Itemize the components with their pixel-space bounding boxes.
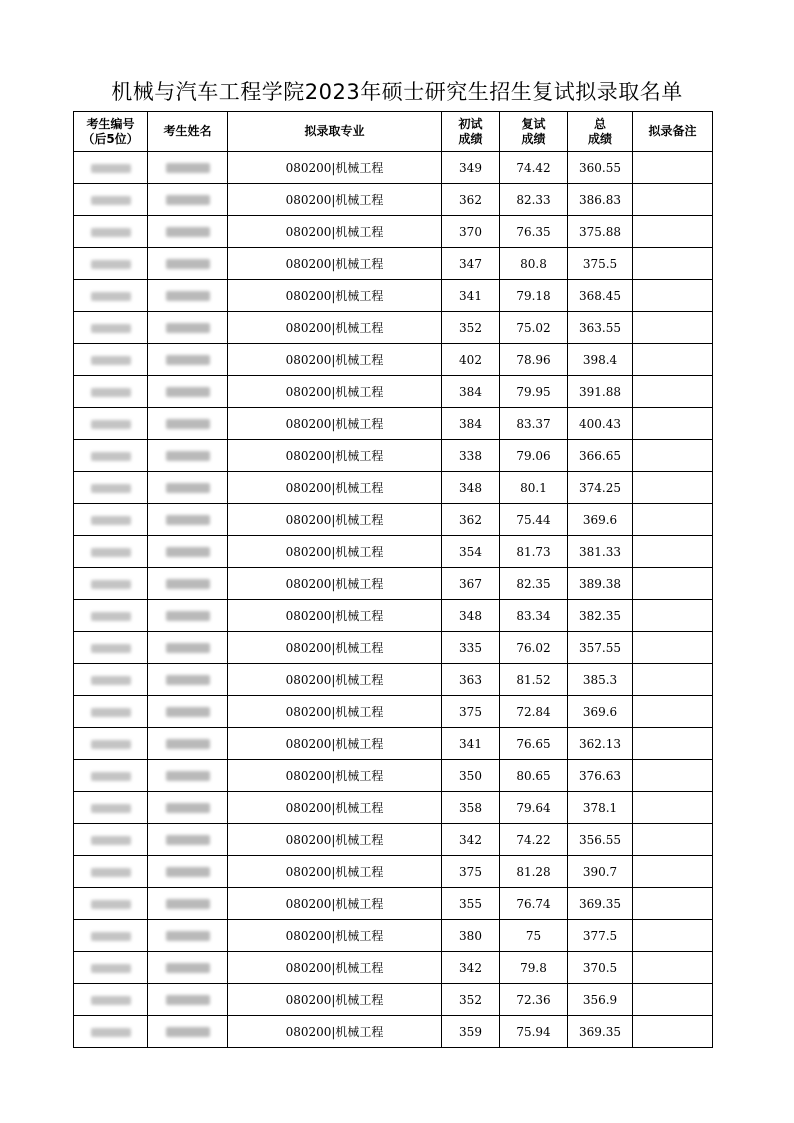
cell-candidate-name xyxy=(148,152,228,184)
redacted-mark xyxy=(91,484,131,493)
cell-initial-score: 354 xyxy=(442,536,500,568)
cell-total-score: 370.5 xyxy=(568,952,633,984)
cell-major: 080200|机械工程 xyxy=(228,440,442,472)
cell-initial-score: 380 xyxy=(442,920,500,952)
redacted-mark xyxy=(91,1028,131,1037)
cell-candidate-name xyxy=(148,504,228,536)
redacted-mark xyxy=(91,580,131,589)
cell-major: 080200|机械工程 xyxy=(228,696,442,728)
table-row xyxy=(74,888,713,920)
redacted-mark xyxy=(166,259,210,269)
redacted-mark xyxy=(91,452,131,461)
table-row xyxy=(74,952,713,984)
cell-retest-score: 76.65 xyxy=(500,728,568,760)
cell-candidate-name xyxy=(148,376,228,408)
cell-total-score: 363.55 xyxy=(568,312,633,344)
table-row xyxy=(74,312,713,344)
cell-initial-score: 359 xyxy=(442,1016,500,1048)
cell-initial-score: 367 xyxy=(442,568,500,600)
cell-total-score: 356.9 xyxy=(568,984,633,1016)
cell-initial-score: 352 xyxy=(442,312,500,344)
cell-retest-score: 79.95 xyxy=(500,376,568,408)
redacted-mark xyxy=(166,707,210,717)
cell-candidate-name xyxy=(148,920,228,952)
cell-retest-score: 81.28 xyxy=(500,856,568,888)
cell-total-score: 369.35 xyxy=(568,1016,633,1048)
cell-note xyxy=(633,568,713,600)
cell-major: 080200|机械工程 xyxy=(228,152,442,184)
cell-candidate-id xyxy=(74,344,148,376)
cell-note xyxy=(633,504,713,536)
cell-candidate-id xyxy=(74,824,148,856)
cell-note xyxy=(633,536,713,568)
table-row xyxy=(74,248,713,280)
redacted-mark xyxy=(91,804,131,813)
cell-major: 080200|机械工程 xyxy=(228,376,442,408)
cell-candidate-name xyxy=(148,664,228,696)
header-retest-score xyxy=(500,112,568,152)
cell-major: 080200|机械工程 xyxy=(228,664,442,696)
cell-retest-score: 80.1 xyxy=(500,472,568,504)
cell-major: 080200|机械工程 xyxy=(228,312,442,344)
redacted-mark xyxy=(166,323,210,333)
redacted-mark xyxy=(91,996,131,1005)
cell-initial-score: 348 xyxy=(442,600,500,632)
redacted-mark xyxy=(91,932,131,941)
cell-total-score: 377.5 xyxy=(568,920,633,952)
cell-note xyxy=(633,824,713,856)
cell-major: 080200|机械工程 xyxy=(228,408,442,440)
cell-note xyxy=(633,376,713,408)
cell-total-score: 378.1 xyxy=(568,792,633,824)
cell-candidate-name xyxy=(148,536,228,568)
redacted-mark xyxy=(91,420,131,429)
cell-initial-score: 363 xyxy=(442,664,500,696)
cell-note xyxy=(633,856,713,888)
cell-major: 080200|机械工程 xyxy=(228,760,442,792)
table-row xyxy=(74,792,713,824)
cell-candidate-id xyxy=(74,216,148,248)
cell-candidate-id xyxy=(74,376,148,408)
table-row xyxy=(74,216,713,248)
cell-candidate-id xyxy=(74,1016,148,1048)
cell-note xyxy=(633,728,713,760)
header-initial-line1: 初试 xyxy=(458,116,483,131)
cell-candidate-id xyxy=(74,920,148,952)
cell-major: 080200|机械工程 xyxy=(228,920,442,952)
cell-initial-score: 338 xyxy=(442,440,500,472)
cell-note xyxy=(633,792,713,824)
cell-retest-score: 75.94 xyxy=(500,1016,568,1048)
cell-initial-score: 370 xyxy=(442,216,500,248)
redacted-mark xyxy=(91,868,131,877)
header-note: 拟录备注 xyxy=(633,112,713,152)
cell-major: 080200|机械工程 xyxy=(228,280,442,312)
cell-retest-score: 76.35 xyxy=(500,216,568,248)
cell-candidate-name xyxy=(148,344,228,376)
cell-candidate-name xyxy=(148,632,228,664)
cell-candidate-name xyxy=(148,952,228,984)
redacted-mark xyxy=(166,739,210,749)
cell-candidate-id xyxy=(74,184,148,216)
cell-total-score: 362.13 xyxy=(568,728,633,760)
cell-initial-score: 355 xyxy=(442,888,500,920)
cell-major: 080200|机械工程 xyxy=(228,216,442,248)
cell-major: 080200|机械工程 xyxy=(228,728,442,760)
cell-retest-score: 75 xyxy=(500,920,568,952)
cell-total-score: 391.88 xyxy=(568,376,633,408)
cell-candidate-id xyxy=(74,568,148,600)
cell-total-score: 385.3 xyxy=(568,664,633,696)
cell-candidate-name xyxy=(148,440,228,472)
table-row xyxy=(74,440,713,472)
cell-total-score: 389.38 xyxy=(568,568,633,600)
cell-retest-score: 81.52 xyxy=(500,664,568,696)
cell-total-score: 369.6 xyxy=(568,696,633,728)
cell-candidate-id xyxy=(74,536,148,568)
cell-candidate-name xyxy=(148,728,228,760)
cell-major: 080200|机械工程 xyxy=(228,504,442,536)
table-row xyxy=(74,760,713,792)
cell-initial-score: 352 xyxy=(442,984,500,1016)
cell-retest-score: 83.34 xyxy=(500,600,568,632)
cell-retest-score: 74.42 xyxy=(500,152,568,184)
cell-candidate-id xyxy=(74,760,148,792)
cell-candidate-name xyxy=(148,472,228,504)
cell-candidate-id xyxy=(74,152,148,184)
redacted-mark xyxy=(166,835,210,845)
redacted-mark xyxy=(166,163,210,173)
table-row xyxy=(74,408,713,440)
cell-total-score: 375.88 xyxy=(568,216,633,248)
cell-total-score: 369.35 xyxy=(568,888,633,920)
cell-major: 080200|机械工程 xyxy=(228,824,442,856)
cell-candidate-id xyxy=(74,632,148,664)
cell-retest-score: 74.22 xyxy=(500,824,568,856)
cell-major: 080200|机械工程 xyxy=(228,984,442,1016)
cell-note xyxy=(633,408,713,440)
cell-initial-score: 341 xyxy=(442,280,500,312)
cell-major: 080200|机械工程 xyxy=(228,472,442,504)
cell-major: 080200|机械工程 xyxy=(228,856,442,888)
header-candidate-name: 考生姓名 xyxy=(148,112,228,152)
cell-total-score: 381.33 xyxy=(568,536,633,568)
table-row xyxy=(74,184,713,216)
cell-retest-score: 82.33 xyxy=(500,184,568,216)
cell-candidate-name xyxy=(148,184,228,216)
cell-total-score: 369.6 xyxy=(568,504,633,536)
cell-candidate-name xyxy=(148,696,228,728)
cell-candidate-name xyxy=(148,824,228,856)
header-initial-score xyxy=(442,112,500,152)
cell-initial-score: 384 xyxy=(442,408,500,440)
table-body xyxy=(74,152,713,1048)
redacted-mark xyxy=(166,451,210,461)
cell-candidate-name xyxy=(148,248,228,280)
cell-candidate-name xyxy=(148,888,228,920)
redacted-mark xyxy=(166,547,210,557)
cell-total-score: 386.83 xyxy=(568,184,633,216)
table-row xyxy=(74,984,713,1016)
table-row xyxy=(74,504,713,536)
cell-initial-score: 375 xyxy=(442,696,500,728)
cell-note xyxy=(633,952,713,984)
cell-total-score: 400.43 xyxy=(568,408,633,440)
cell-note xyxy=(633,280,713,312)
cell-total-score: 356.55 xyxy=(568,824,633,856)
redacted-mark xyxy=(166,419,210,429)
redacted-mark xyxy=(91,964,131,973)
redacted-mark xyxy=(91,772,131,781)
cell-retest-score: 75.02 xyxy=(500,312,568,344)
cell-note xyxy=(633,696,713,728)
cell-note xyxy=(633,600,713,632)
redacted-mark xyxy=(166,771,210,781)
cell-retest-score: 75.44 xyxy=(500,504,568,536)
cell-retest-score: 81.73 xyxy=(500,536,568,568)
redacted-mark xyxy=(91,292,131,301)
cell-initial-score: 349 xyxy=(442,152,500,184)
redacted-mark xyxy=(166,899,210,909)
cell-total-score: 374.25 xyxy=(568,472,633,504)
cell-total-score: 398.4 xyxy=(568,344,633,376)
cell-major: 080200|机械工程 xyxy=(228,952,442,984)
table-row xyxy=(74,472,713,504)
cell-total-score: 376.63 xyxy=(568,760,633,792)
cell-initial-score: 342 xyxy=(442,952,500,984)
header-total-line2: 成绩 xyxy=(587,131,612,146)
cell-retest-score: 72.36 xyxy=(500,984,568,1016)
cell-candidate-id xyxy=(74,472,148,504)
cell-retest-score: 76.74 xyxy=(500,888,568,920)
cell-major: 080200|机械工程 xyxy=(228,1016,442,1048)
cell-total-score: 382.35 xyxy=(568,600,633,632)
header-total-line1: 总 xyxy=(593,116,606,131)
header-major: 拟录取专业 xyxy=(228,112,442,152)
table-row xyxy=(74,824,713,856)
header-candidate-id xyxy=(74,112,148,152)
cell-candidate-name xyxy=(148,568,228,600)
cell-candidate-id xyxy=(74,440,148,472)
cell-candidate-name xyxy=(148,792,228,824)
cell-major: 080200|机械工程 xyxy=(228,792,442,824)
redacted-mark xyxy=(91,164,131,173)
cell-initial-score: 358 xyxy=(442,792,500,824)
cell-major: 080200|机械工程 xyxy=(228,632,442,664)
cell-candidate-id xyxy=(74,280,148,312)
cell-initial-score: 402 xyxy=(442,344,500,376)
cell-candidate-id xyxy=(74,664,148,696)
redacted-mark xyxy=(91,388,131,397)
table-row xyxy=(74,344,713,376)
cell-note xyxy=(633,664,713,696)
cell-retest-score: 79.64 xyxy=(500,792,568,824)
table-row xyxy=(74,664,713,696)
redacted-mark xyxy=(166,931,210,941)
cell-retest-score: 83.37 xyxy=(500,408,568,440)
redacted-mark xyxy=(166,611,210,621)
cell-candidate-id xyxy=(74,888,148,920)
redacted-mark xyxy=(166,195,210,205)
redacted-mark xyxy=(91,900,131,909)
redacted-mark xyxy=(166,579,210,589)
cell-candidate-name xyxy=(148,856,228,888)
cell-total-score: 357.55 xyxy=(568,632,633,664)
cell-major: 080200|机械工程 xyxy=(228,536,442,568)
redacted-mark xyxy=(166,387,210,397)
admission-table xyxy=(73,111,713,1048)
redacted-mark xyxy=(166,675,210,685)
table-row xyxy=(74,536,713,568)
cell-candidate-name xyxy=(148,408,228,440)
redacted-mark xyxy=(166,515,210,525)
redacted-mark xyxy=(91,324,131,333)
cell-note xyxy=(633,216,713,248)
cell-candidate-name xyxy=(148,312,228,344)
redacted-mark xyxy=(166,483,210,493)
table-row xyxy=(74,696,713,728)
cell-note xyxy=(633,984,713,1016)
cell-candidate-id xyxy=(74,600,148,632)
redacted-mark xyxy=(166,227,210,237)
cell-note xyxy=(633,1016,713,1048)
cell-major: 080200|机械工程 xyxy=(228,184,442,216)
cell-initial-score: 375 xyxy=(442,856,500,888)
cell-initial-score: 342 xyxy=(442,824,500,856)
cell-retest-score: 79.8 xyxy=(500,952,568,984)
cell-note xyxy=(633,920,713,952)
cell-note xyxy=(633,440,713,472)
redacted-mark xyxy=(91,516,131,525)
cell-candidate-id xyxy=(74,792,148,824)
cell-initial-score: 362 xyxy=(442,504,500,536)
cell-candidate-id xyxy=(74,728,148,760)
cell-candidate-name xyxy=(148,280,228,312)
cell-retest-score: 82.35 xyxy=(500,568,568,600)
cell-note xyxy=(633,184,713,216)
table-row xyxy=(74,152,713,184)
cell-initial-score: 362 xyxy=(442,184,500,216)
table-header-row xyxy=(74,112,713,152)
cell-candidate-id xyxy=(74,952,148,984)
table-row xyxy=(74,1016,713,1048)
cell-major: 080200|机械工程 xyxy=(228,888,442,920)
table-row xyxy=(74,856,713,888)
header-total-score xyxy=(568,112,633,152)
header-initial-line2: 成绩 xyxy=(458,131,483,146)
redacted-mark xyxy=(166,643,210,653)
page-title: 机械与汽车工程学院2023年硕士研究生招生复试拟录取名单 xyxy=(111,80,683,104)
cell-major: 080200|机械工程 xyxy=(228,568,442,600)
redacted-mark xyxy=(166,291,210,301)
cell-note xyxy=(633,632,713,664)
redacted-mark xyxy=(166,1027,210,1037)
cell-candidate-name xyxy=(148,1016,228,1048)
cell-candidate-id xyxy=(74,696,148,728)
redacted-mark xyxy=(91,196,131,205)
redacted-mark xyxy=(166,867,210,877)
header-candidate-id-line1: 考生编号 xyxy=(86,116,135,131)
cell-total-score: 366.65 xyxy=(568,440,633,472)
cell-candidate-id xyxy=(74,856,148,888)
cell-total-score: 360.55 xyxy=(568,152,633,184)
redacted-mark xyxy=(91,548,131,557)
redacted-mark xyxy=(166,995,210,1005)
redacted-mark xyxy=(166,355,210,365)
cell-initial-score: 335 xyxy=(442,632,500,664)
cell-candidate-id xyxy=(74,504,148,536)
cell-candidate-id xyxy=(74,312,148,344)
cell-initial-score: 348 xyxy=(442,472,500,504)
cell-candidate-name xyxy=(148,216,228,248)
cell-candidate-name xyxy=(148,760,228,792)
cell-initial-score: 347 xyxy=(442,248,500,280)
redacted-mark xyxy=(91,228,131,237)
cell-retest-score: 72.84 xyxy=(500,696,568,728)
cell-retest-score: 80.8 xyxy=(500,248,568,280)
table-row xyxy=(74,632,713,664)
cell-total-score: 368.45 xyxy=(568,280,633,312)
cell-note xyxy=(633,344,713,376)
cell-candidate-id xyxy=(74,248,148,280)
cell-note xyxy=(633,760,713,792)
redacted-mark xyxy=(166,963,210,973)
header-retest-line2: 成绩 xyxy=(521,131,546,146)
cell-initial-score: 384 xyxy=(442,376,500,408)
redacted-mark xyxy=(91,836,131,845)
table-row xyxy=(74,376,713,408)
cell-retest-score: 79.18 xyxy=(500,280,568,312)
cell-retest-score: 79.06 xyxy=(500,440,568,472)
cell-candidate-name xyxy=(148,600,228,632)
cell-major: 080200|机械工程 xyxy=(228,344,442,376)
header-retest-line1: 复试 xyxy=(521,116,546,131)
cell-retest-score: 76.02 xyxy=(500,632,568,664)
cell-initial-score: 341 xyxy=(442,728,500,760)
cell-major: 080200|机械工程 xyxy=(228,600,442,632)
redacted-mark xyxy=(91,612,131,621)
cell-candidate-id xyxy=(74,984,148,1016)
redacted-mark xyxy=(91,644,131,653)
redacted-mark xyxy=(91,260,131,269)
cell-initial-score: 350 xyxy=(442,760,500,792)
cell-major: 080200|机械工程 xyxy=(228,248,442,280)
cell-note xyxy=(633,472,713,504)
redacted-mark xyxy=(91,708,131,717)
cell-note xyxy=(633,888,713,920)
redacted-mark xyxy=(91,676,131,685)
cell-note xyxy=(633,312,713,344)
table-row xyxy=(74,920,713,952)
cell-note xyxy=(633,152,713,184)
cell-retest-score: 78.96 xyxy=(500,344,568,376)
redacted-mark xyxy=(91,740,131,749)
table-row xyxy=(74,280,713,312)
table-row xyxy=(74,568,713,600)
cell-retest-score: 80.65 xyxy=(500,760,568,792)
redacted-mark xyxy=(166,803,210,813)
table-row xyxy=(74,728,713,760)
cell-total-score: 390.7 xyxy=(568,856,633,888)
cell-candidate-id xyxy=(74,408,148,440)
table-row xyxy=(74,600,713,632)
cell-candidate-name xyxy=(148,984,228,1016)
redacted-mark xyxy=(91,356,131,365)
cell-note xyxy=(633,248,713,280)
cell-total-score: 375.5 xyxy=(568,248,633,280)
header-candidate-id-line2: （后5位） xyxy=(82,131,139,146)
